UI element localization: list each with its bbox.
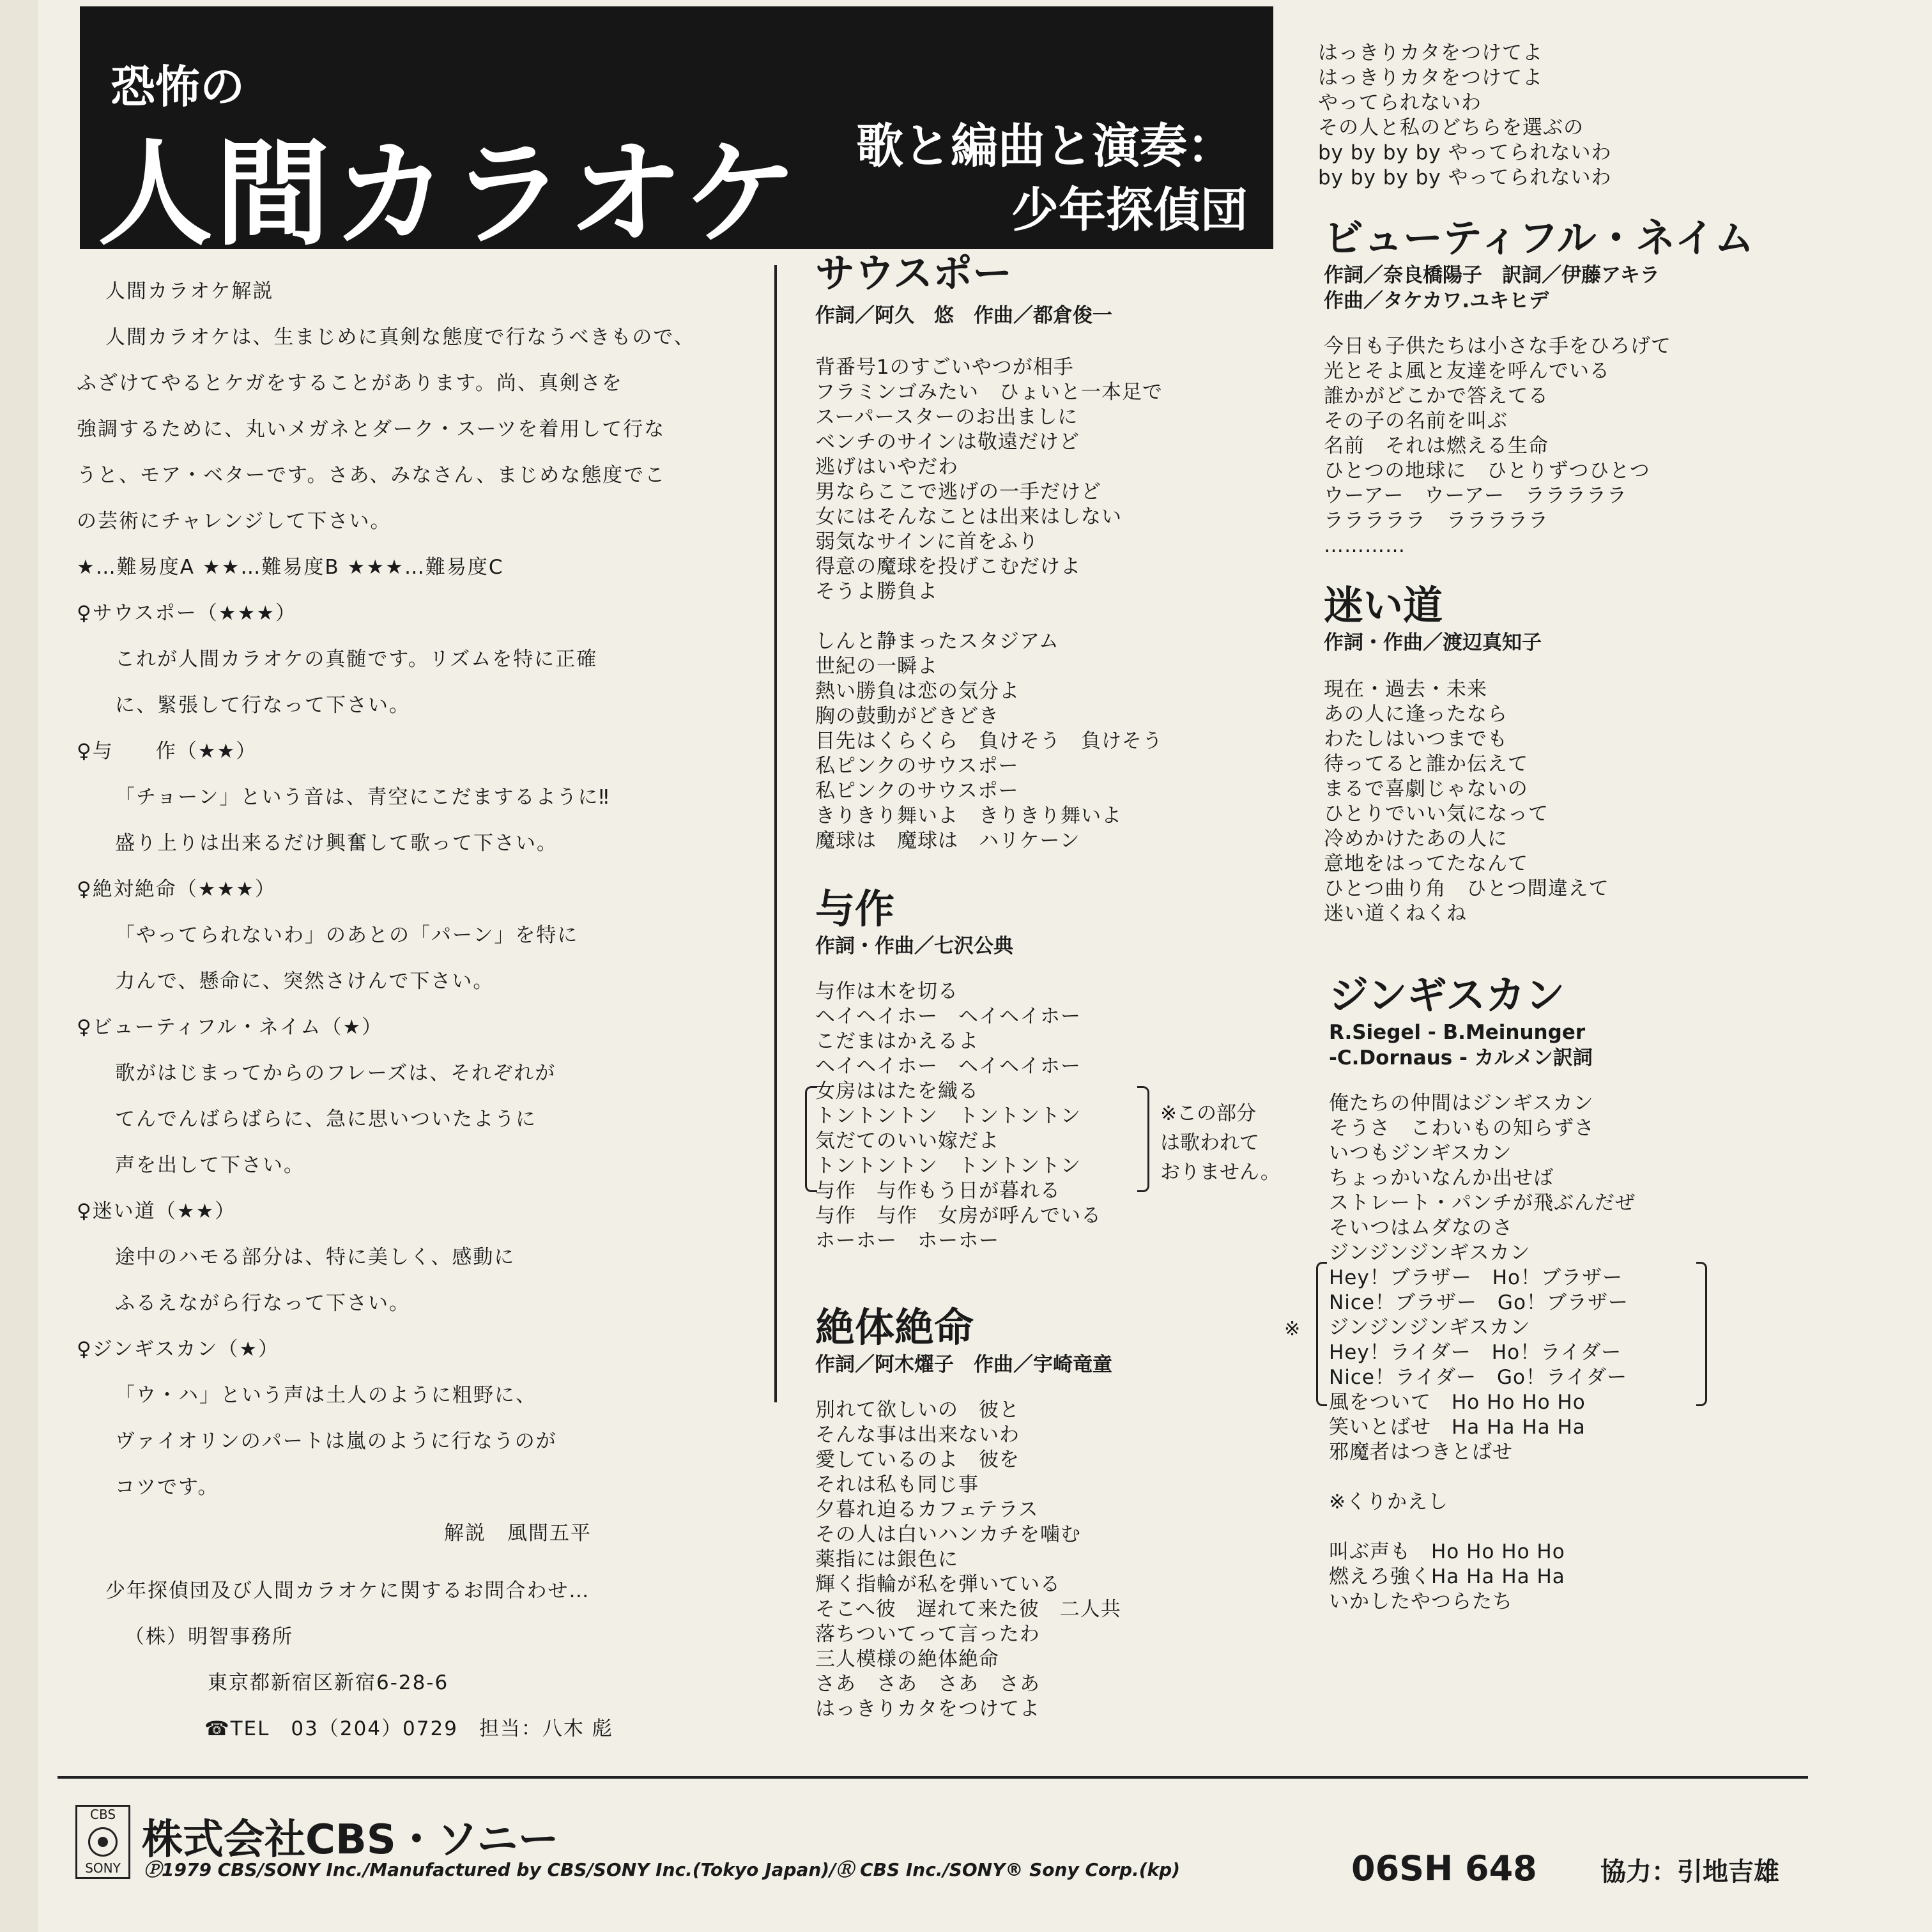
commentary-heading: ♀サウスポー（★★★） bbox=[77, 602, 297, 625]
lyric-line: はっきりカタをつけてよ bbox=[1318, 66, 1543, 89]
lyric-line: 名前 それは燃える生命 bbox=[1324, 434, 1549, 457]
lyric-line: 意地をはってたなんて bbox=[1324, 852, 1528, 875]
song-southpaw bbox=[815, 249, 1163, 854]
lyric-line: 男ならここで逃げの一手だけど bbox=[815, 480, 1101, 503]
band-name: 少年探偵団 bbox=[1011, 183, 1248, 238]
commentary-line: てんでんばらばらに、急に思いついたように bbox=[115, 1108, 537, 1131]
lyric-line: 輝く指輪が私を弾いている bbox=[815, 1573, 1061, 1596]
lyric-line: 邪魔者はつきとばせ bbox=[1329, 1441, 1513, 1464]
commentary bbox=[77, 268, 695, 1556]
lyric-line: ストレート・パンチが飛ぶんだぜ bbox=[1329, 1192, 1636, 1215]
lyric-line: 別れて欲しいの 彼と bbox=[815, 1399, 1020, 1422]
commentary-line: の芸術にチャレンジして下さい。 bbox=[77, 510, 392, 533]
song-lyrics bbox=[1324, 677, 1609, 926]
repeat-mark: ※ bbox=[1284, 1318, 1301, 1340]
lyric-line: それは私も同じ事 bbox=[815, 1473, 979, 1496]
lyric-line: ………… bbox=[1324, 534, 1406, 557]
lyric-line: Hey！ブラザー Ho！ブラザー bbox=[1329, 1266, 1623, 1289]
commentary-line: 声を出して下さい。 bbox=[115, 1154, 305, 1177]
lyric-line: ヘイヘイホー ヘイヘイホー bbox=[815, 1005, 1081, 1028]
commentary-line: 「チョーン」という音は、青空にこだまするように‼ bbox=[115, 786, 610, 809]
song-credit: -C.Dornaus - カルメン訳詞 bbox=[1329, 1046, 1593, 1070]
song-title: 絶体絶命 bbox=[815, 1304, 974, 1351]
lyric-line: ウーアー ウーアー ラララララ bbox=[1324, 484, 1628, 507]
lyric-line: Hey！ライダー Ho！ライダー bbox=[1329, 1341, 1622, 1364]
lyric-line: Nice！ライダー Go！ライダー bbox=[1329, 1366, 1628, 1389]
lyric-line: 薬指には銀色に bbox=[815, 1548, 958, 1571]
song-title: 与作 bbox=[815, 885, 895, 932]
lyric-line: ひとつの地球に ひとりずつひとつ bbox=[1324, 459, 1650, 482]
logo-text-top: CBS bbox=[89, 1807, 116, 1822]
song-lyrics bbox=[815, 1398, 1121, 1722]
omitted-bracket-right bbox=[1137, 1086, 1149, 1192]
lyric-line: ジンジンジンギスカン bbox=[1329, 1241, 1531, 1264]
repeat-bracket-right bbox=[1696, 1262, 1707, 1406]
catalog-number: 06SH 648 bbox=[1351, 1848, 1537, 1889]
lyric-line: 得意の魔球を投げこむだけよ bbox=[815, 555, 1081, 578]
lyric-line: 光とそよ風と友達を呼んでいる bbox=[1324, 360, 1610, 383]
lyric-line: 気だてのいい嫁だよ bbox=[815, 1130, 999, 1153]
lyric-line: 与作は木を切る bbox=[815, 980, 958, 1003]
footer-rule bbox=[57, 1776, 1808, 1779]
commentary-heading: ♀絶対絶命（★★★） bbox=[77, 878, 277, 901]
lyric-line: そいつはムダなのさ bbox=[1329, 1216, 1513, 1239]
commentary-line: に、緊張して行なって下さい。 bbox=[115, 694, 410, 717]
lyric-line: こだまはかえるよ bbox=[815, 1030, 979, 1053]
lyric-line: やってられないわ bbox=[1318, 91, 1482, 114]
lyric-line: 燃えろ強くHa Ha Ha Ha bbox=[1329, 1565, 1565, 1588]
lyric-line: そんな事は出来ないわ bbox=[815, 1423, 1020, 1446]
lyric-line: ひとつ曲り角 ひとつ間違えて bbox=[1324, 877, 1609, 900]
lyric-line: はっきりカタをつけてよ bbox=[815, 1698, 1040, 1721]
song-credit: 作曲／タケカワ.ユキヒデ bbox=[1324, 289, 1549, 312]
contact-line: ☎TEL 03（204）0729 担当：八木 彪 bbox=[204, 1717, 613, 1740]
commentary-heading: ♀与 作（★★） bbox=[77, 740, 257, 763]
song-genghis-khan bbox=[1329, 971, 1636, 1614]
commentary-line: ふざけてやるとケガをすることがあります。尚、真剣さを bbox=[77, 372, 623, 395]
song-lyrics bbox=[1329, 1091, 1636, 1614]
lyric-line: そうよ勝負よ bbox=[815, 580, 938, 603]
copyright-notice: Ⓟ1979 CBS/SONY Inc./Manufactured by CBS/SONY Inc.(Tokyo Japan)/Ⓡ CBS Inc./SONY® Sony Corp.(kp) bbox=[144, 1859, 1180, 1880]
song-lyrics bbox=[1324, 334, 1754, 558]
lyric-line: その人は白いハンカチを噛む bbox=[815, 1523, 1081, 1546]
lyric-line: 愛しているのよ 彼を bbox=[815, 1448, 1020, 1471]
cbs-sony-logo bbox=[75, 1805, 130, 1879]
song-title: 迷い道 bbox=[1324, 582, 1443, 629]
commentary-heading: ♀迷い道（★★） bbox=[77, 1200, 236, 1223]
cooperation-credit: 協力：引地吉雄 bbox=[1600, 1857, 1779, 1887]
lyric-line: 女にはそんなことは出来はしない bbox=[815, 505, 1122, 528]
omitted-bracket-left bbox=[805, 1086, 817, 1192]
lyric-line: 私ピンクのサウスポー bbox=[815, 755, 1019, 778]
lyric-line: ※くりかえし bbox=[1329, 1491, 1448, 1514]
lyric-line: 背番号1のすごいやつが相手 bbox=[815, 356, 1074, 379]
lyric-line: 目先はくらくら 負けそう 負けそう bbox=[815, 730, 1163, 753]
lyric-line: いかしたやつらたち bbox=[1329, 1590, 1513, 1613]
note-line: ※この部分 bbox=[1160, 1102, 1256, 1125]
lyric-line: 笑いとばせ Ha Ha Ha Ha bbox=[1329, 1416, 1586, 1439]
song-lyrics bbox=[815, 979, 1101, 1254]
lyric-line: by by by by やってられないわ bbox=[1318, 141, 1612, 164]
omitted-note bbox=[1160, 1099, 1280, 1187]
lyric-line: 私ピンクのサウスポー bbox=[815, 779, 1019, 802]
lyric-line: 弱気なサインに首をふり bbox=[815, 530, 1039, 553]
lyric-line: 逃げはいやだわ bbox=[815, 456, 958, 479]
lyric-line: さあ さあ さあ さあ bbox=[815, 1673, 1040, 1696]
lyric-line: わたしはいつまでも bbox=[1324, 728, 1508, 751]
contact-line: 東京都新宿区新宿6-28-6 bbox=[208, 1671, 449, 1694]
commentary-line: 人間カラオケは、生まじめに真剣な態度で行なうべきもので、 bbox=[105, 326, 695, 349]
lyric-line: by by by by やってられないわ bbox=[1318, 166, 1612, 189]
lyric-line: 落ちついてって言ったわ bbox=[815, 1623, 1040, 1646]
commentary-line: 人間カラオケ解説 bbox=[105, 280, 274, 303]
lyric-line: 熱い勝負は恋の気分よ bbox=[815, 680, 1020, 703]
note-line: おりません。 bbox=[1160, 1161, 1280, 1184]
lyric-line: 与作 与作 女房が呼んでいる bbox=[815, 1204, 1101, 1227]
company-name: 株式会社CBS・ソニー bbox=[142, 1816, 559, 1864]
song-beautiful-name bbox=[1324, 214, 1754, 558]
lyric-line: 世紀の一瞬よ bbox=[815, 655, 938, 678]
logo-text-bottom: SONY bbox=[85, 1860, 121, 1876]
song-zettai-continued bbox=[1318, 41, 1612, 190]
lyric-line: ひとりでいい気になって bbox=[1324, 802, 1549, 825]
commentary-heading: ♀ジンギスカン（★） bbox=[77, 1338, 280, 1361]
song-mayoimichi bbox=[1324, 581, 1609, 926]
main-title: 人間カラオケ bbox=[98, 128, 801, 261]
commentary-line: 盛り上りは出来るだけ興奮して歌って下さい。 bbox=[115, 832, 558, 855]
song-credit: 作詞・作曲／渡辺真知子 bbox=[1324, 631, 1542, 654]
commentary-line: これが人間カラオケの真髄です。リズムを特に正確 bbox=[115, 648, 598, 671]
lyric-line: 叫ぶ声も Ho Ho Ho Ho bbox=[1329, 1540, 1565, 1563]
contact-line: （株）明智事務所 bbox=[125, 1625, 293, 1648]
difficulty-legend: ★…難易度A ★★…難易度B ★★★…難易度C bbox=[77, 556, 504, 579]
lyric-line: しんと静まったスタジアム bbox=[815, 630, 1059, 653]
contact-line: 少年探偵団及び人間カラオケに関するお問合わせ… bbox=[105, 1579, 590, 1602]
commentary-line: 「ウ・ハ」という声は土人のように粗野に、 bbox=[115, 1384, 537, 1407]
title-prefix: 恐怖の bbox=[111, 61, 245, 113]
lyric-line: ジンジンジンギスカン bbox=[1329, 1316, 1531, 1339]
lyric-line: きりきり舞いよ きりきり舞いよ bbox=[815, 804, 1122, 827]
lyric-line: その人と私のどちらを選ぶの bbox=[1318, 116, 1584, 139]
lyric-line: ホーホー ホーホー bbox=[815, 1229, 999, 1252]
commentary-line: 力んで、懸命に、突然さけんで下さい。 bbox=[115, 970, 494, 993]
commentary-line: コツです。 bbox=[115, 1476, 219, 1499]
lyric-line: トントントン トントントン bbox=[815, 1154, 1081, 1177]
credit-label: 歌と編曲と演奏： bbox=[856, 119, 1234, 174]
song-title: サウスポー bbox=[815, 250, 1013, 296]
lyric-line: 誰かがどこかで答えてる bbox=[1324, 385, 1549, 408]
song-title: ビューティフル・ネイム bbox=[1324, 215, 1754, 261]
lyric-line: 魔球は 魔球は ハリケーン bbox=[815, 829, 1080, 852]
lyric-line: そうさ こわいもの知らずさ bbox=[1329, 1117, 1595, 1140]
lyric-line: あの人に逢ったなら bbox=[1324, 703, 1508, 726]
lyric-line: いつもジンギスカン bbox=[1329, 1142, 1512, 1165]
lyric-line: その子の名前を叫ぶ bbox=[1324, 410, 1508, 433]
song-title: ジンギスカン bbox=[1329, 972, 1565, 1018]
lyric-line: フラミンゴみたい ひょいと一本足で bbox=[815, 381, 1163, 404]
note-line: は歌われて bbox=[1160, 1131, 1259, 1154]
cbs-eye-icon bbox=[88, 1827, 118, 1857]
song-credit: 作詞・作曲／七沢公典 bbox=[815, 935, 1013, 958]
lyric-line: まるで喜劇じゃないの bbox=[1324, 778, 1528, 801]
lyric-line: ベンチのサインは敬遠だけど bbox=[815, 431, 1080, 454]
lyric-line: トントントン トントントン bbox=[815, 1105, 1081, 1128]
lyric-line: 迷い道くねくね bbox=[1324, 902, 1467, 925]
commentary-line: 強調するために、丸いメガネとダーク・スーツを着用して行な bbox=[77, 418, 666, 441]
song-lyrics bbox=[815, 355, 1163, 854]
lyric-line: はっきりカタをつけてよ bbox=[1318, 42, 1543, 65]
commentary-author: 解説 風間五平 bbox=[444, 1522, 592, 1545]
lyric-line: 三人模様の絶体絶命 bbox=[815, 1648, 999, 1671]
stanza-gap bbox=[815, 604, 1163, 629]
song-credit: 作詞／奈良橋陽子 訳詞／伊藤アキラ bbox=[1324, 264, 1660, 287]
lyric-line: 女房ははたを織る bbox=[815, 1080, 979, 1103]
commentary-heading: ♀ビューティフル・ネイム（★） bbox=[77, 1016, 383, 1039]
stanza-gap bbox=[1329, 1515, 1636, 1540]
lyric-line: 現在・過去・未来 bbox=[1324, 678, 1487, 701]
lyric-line: 胸の鼓動がどきどき bbox=[815, 705, 999, 728]
lyric-line: 俺たちの仲間はジンギスカン bbox=[1329, 1092, 1594, 1115]
song-credit: R.Siegel - B.Meinunger bbox=[1329, 1021, 1586, 1044]
lyric-line: 冷めかけたあの人に bbox=[1324, 827, 1508, 850]
lyric-line: 今日も子供たちは小さな手をひろげて bbox=[1324, 335, 1671, 358]
stanza-gap bbox=[1329, 1465, 1636, 1490]
lyric-line: そこへ彼 遅れて来た彼 二人共 bbox=[815, 1598, 1121, 1621]
repeat-bracket-left bbox=[1316, 1262, 1327, 1406]
song-credit: 作詞／阿木燿子 作曲／宇崎竜童 bbox=[815, 1353, 1112, 1376]
contact-info bbox=[105, 1568, 613, 1752]
lyric-line: ちょっかいなんか出せば bbox=[1329, 1167, 1554, 1190]
lyric-line: ラララララ ラララララ bbox=[1324, 509, 1549, 532]
song-zettai bbox=[815, 1303, 1121, 1722]
commentary-line: ヴァイオリンのパートは嵐のように行なうのが bbox=[115, 1430, 557, 1453]
lyric-line: 与作 与作もう日が暮れる bbox=[815, 1179, 1061, 1202]
commentary-line: うと、モア・ベターです。さあ、みなさん、まじめな態度でこ bbox=[77, 464, 666, 487]
lyric-line: 待ってると誰か伝えて bbox=[1324, 753, 1528, 776]
commentary-line: 歌がはじまってからのフレーズは、それぞれが bbox=[115, 1062, 556, 1085]
lyric-line: 風をついて Ho Ho Ho Ho bbox=[1329, 1391, 1586, 1414]
lyric-line: Nice！ブラザー Go！ブラザー bbox=[1329, 1291, 1629, 1314]
commentary-line: 「やってられないわ」のあとの「パーン」を特に bbox=[115, 924, 579, 947]
song-credit: 作詞／阿久 悠 作曲／都倉俊一 bbox=[815, 304, 1112, 327]
song-yosaku bbox=[815, 885, 1101, 1254]
lyric-line: スーパースターのお出ましに bbox=[815, 406, 1078, 429]
title-banner bbox=[80, 6, 1273, 261]
lyric-line: ヘイヘイホー ヘイヘイホー bbox=[815, 1055, 1081, 1078]
lyric-line: 夕暮れ迫るカフェテラス bbox=[815, 1498, 1039, 1521]
commentary-line: ふるえながら行なって下さい。 bbox=[115, 1292, 410, 1315]
column-divider bbox=[774, 265, 777, 1402]
commentary-line: 途中のハモる部分は、特に美しく、感動に bbox=[115, 1246, 516, 1269]
